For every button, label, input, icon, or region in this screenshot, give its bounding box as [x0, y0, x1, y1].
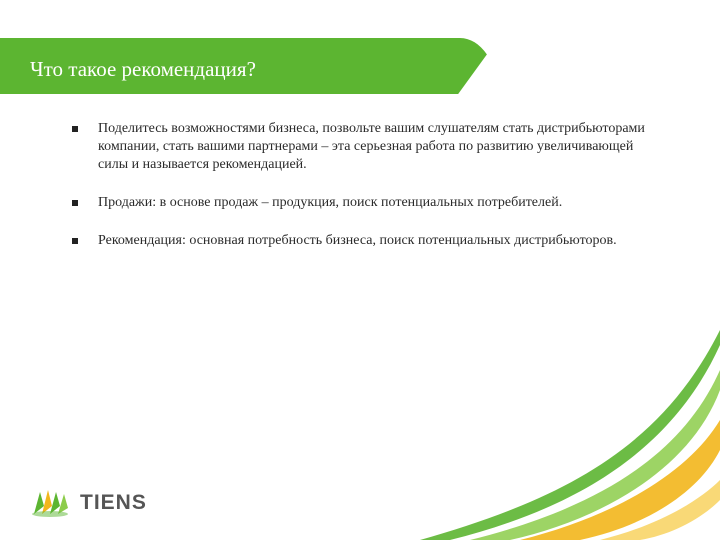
- bullet-square-icon: [72, 126, 78, 132]
- bullet-text: Поделитесь возможностями бизнеса, позвольте вашим слушателям стать дистрибьюторами компании, стать вашими партнерами – эта серьезная работа по развитию увеличивающей силы и называется рекомендацией.: [98, 121, 645, 172]
- tiens-logo: [30, 484, 160, 518]
- bullet-square-icon: [72, 238, 78, 244]
- logo-text: TIENS: [80, 491, 147, 514]
- bullet-list: [72, 120, 652, 270]
- bullet-text: Рекомендация: основная потребность бизнеса, поиск потенциальных дистрибьюторов.: [98, 233, 617, 248]
- slide-title: Что такое рекомендация?: [30, 57, 256, 81]
- bullet-text: Продажи: в основе продаж – продукция, поиск потенциальных потребителей.: [98, 195, 563, 210]
- tiens-leaf-icon: [30, 484, 76, 518]
- bullet-item: [72, 120, 652, 174]
- bullet-item: [72, 194, 652, 212]
- bullet-square-icon: [72, 200, 78, 206]
- bullet-item: [72, 232, 652, 250]
